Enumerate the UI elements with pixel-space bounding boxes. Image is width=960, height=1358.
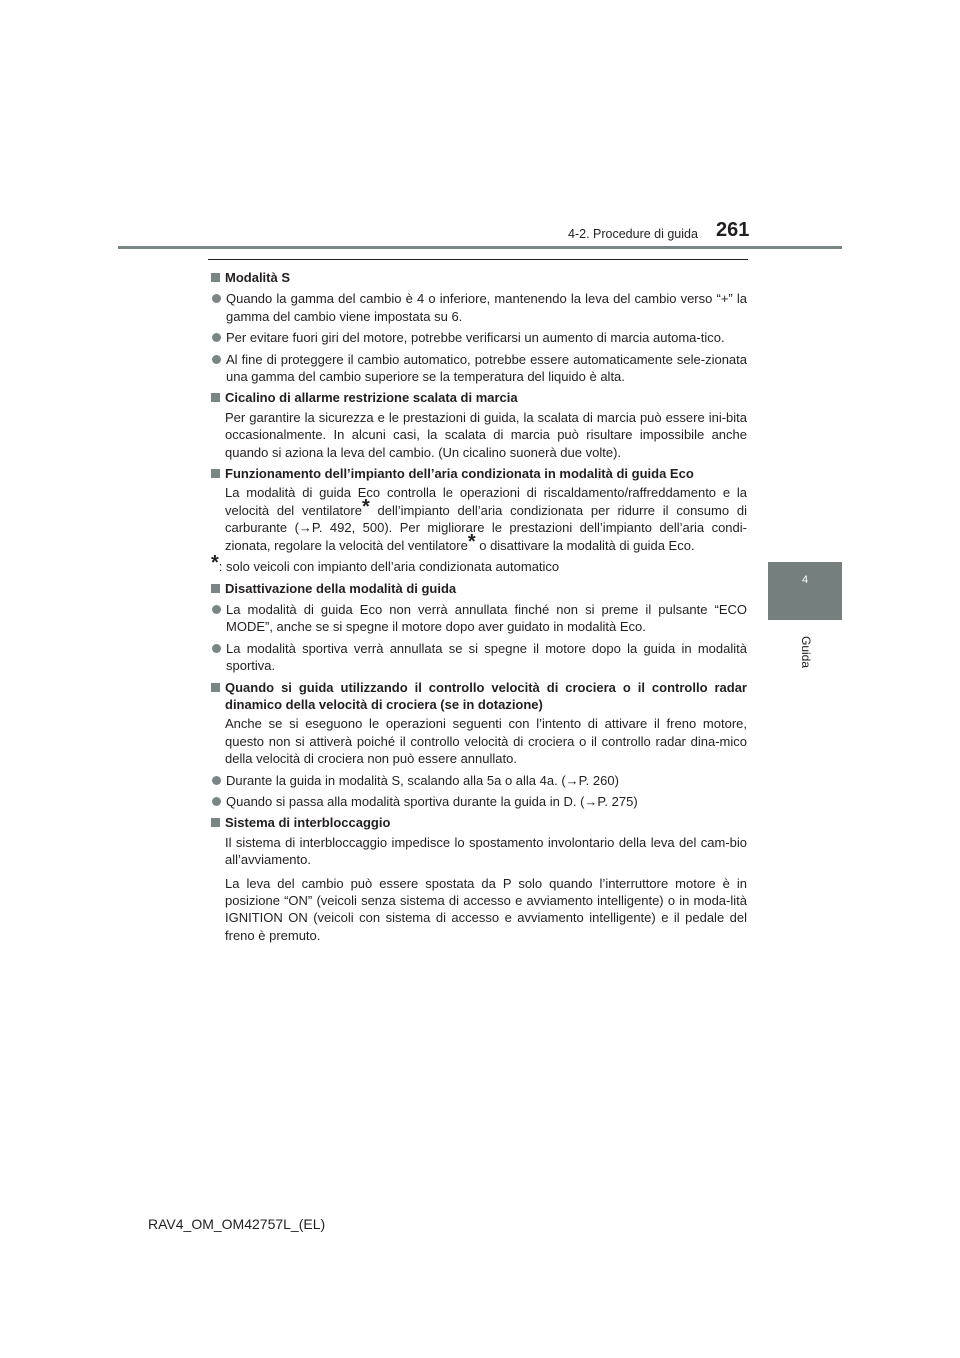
section-heading [211,269,747,286]
section-paragraph: La leva del cambio può essere spostata da P solo quando l’interruttore motore è in posizione “ON” (veicoli senza sistema di accesso e avviamento intelligente) o in moda-lità IGNITION ON (veicoli con sistema di accesso e avviamento intelligente) e il pedale del freno è premuto. [225,875,747,943]
circle-bullet-icon [212,776,221,785]
bullet-text: Per evitare fuori giri del motore, potrebbe verificarsi un aumento di marcia automa-tico. [226,330,725,346]
section-paragraph: Anche se si eseguono le operazioni seguenti con l’intento di attivare il freno motore, questo non si attiverà poiché il controllo velocità di crociera o il controllo radar dina-mico della velocità di crociera non può essere annullato. [225,716,747,767]
bullet-item [211,329,747,346]
footnote-star: * [361,495,370,518]
bullet-item [211,793,747,810]
section-paragraph: Il sistema di interbloccaggio impedisce lo spostamento involontario della leva del cam-bio all’avviamento. [225,834,747,868]
circle-bullet-icon [212,294,221,303]
square-bullet-icon [211,393,220,402]
bullet-text: Quando la gamma del cambio è 4 o inferiore, mantenendo la leva del cambio verso “+” la gamma del cambio viene impostata su 6. [226,291,747,324]
bullet-item [211,640,747,675]
bullet-text: Durante la guida in modalità S, scalando alla 5a o alla 4a. (→P. 260) [226,772,619,788]
paragraph-text: dell’impianto dell’aria condizionata per ridurre il consumo di carburante (→P. 492, 500). Per migliorare le prestazioni dell’impianto dell’aria condi-zionata, regolare la velocità del ventilatore [225,502,747,553]
square-bullet-icon [211,469,220,478]
bullet-item [211,290,747,325]
circle-bullet-icon [212,797,221,806]
footnote-star: * [467,530,476,553]
bullet-item [211,601,747,636]
footnote-text: : solo veicoli con impianto dell’aria condizionata automatico [218,559,560,575]
chapter-tab[interactable] [768,562,842,620]
section-heading [211,465,747,482]
circle-bullet-icon [212,644,221,653]
section-heading-text: Quando si guida utilizzando il controllo velocità di crociera o il controllo radar dinamico della velocità di crociera (se in dotazione) [225,679,747,712]
section-heading-text: Sistema di interbloccaggio [225,815,391,831]
content-divider [208,259,748,260]
section-heading-text: Funzionamento dell’impianto dell’aria condizionata in modalità di guida Eco [225,466,694,482]
chapter-tab-label-wrap [796,630,816,674]
section-heading [211,580,747,597]
bullet-text: La modalità sportiva verrà annullata se si spegne il motore dopo la guida in modalità sportiva. [226,640,747,674]
bullet-text: La modalità di guida Eco non verrà annullata finché non si preme il pulsante “ECO MODE”, anche se si spegne il motore dopo aver guidato in modalità Eco. [226,601,747,635]
header-divider [118,246,842,249]
bullet-text: Quando si passa alla modalità sportiva durante la guida in D. (→P. 275) [226,793,638,809]
header-section-title: 4-2. Procedure di guida [568,227,698,241]
paragraph-text: o disattivare la modalità di guida Eco. [475,537,695,553]
chapter-tab-label: Guida [799,635,813,669]
paragraph-text: La modalità di guida Eco controlla le operazioni di riscaldamento/raffreddamento e la velocità del ventilatore [225,485,747,518]
footnote-star: * [211,552,219,575]
bullet-item [211,772,747,789]
section-heading-text: Disattivazione della modalità di guida [225,580,457,596]
section-heading [211,814,747,831]
page-number: 261 [716,219,750,241]
bullet-text: Al fine di proteggere il cambio automatico, potrebbe essere automaticamente sele-zionata una gamma del cambio superiore se la temperatura del liquido è alta. [226,351,747,385]
section-paragraph: Per garantire la sicurezza e le prestazioni di guida, la scalata di marcia può essere ini-bita occasionalmente. In alcuni casi, la scalata di marcia può risultare impossibile anche quando si aziona la leva del cambio. (Un cicalino suonerà due volte). [225,409,747,460]
circle-bullet-icon [212,355,221,364]
circle-bullet-icon [212,605,221,614]
section-heading [211,679,747,714]
square-bullet-icon [211,818,220,827]
section-heading [211,389,747,406]
footnote [211,552,747,575]
document-code: RAV4_OM_OM42757L_(EL) [148,1216,326,1232]
chapter-tab-number: 4 [801,574,809,586]
page-content [211,265,747,944]
square-bullet-icon [211,273,220,282]
section-heading-text: Modalità S [225,270,291,285]
circle-bullet-icon [212,333,221,342]
section-heading-text: Cicalino di allarme restrizione scalata di marcia [225,390,518,406]
square-bullet-icon [211,683,220,692]
section-paragraph [211,484,747,554]
square-bullet-icon [211,584,220,593]
bullet-item [211,351,747,386]
